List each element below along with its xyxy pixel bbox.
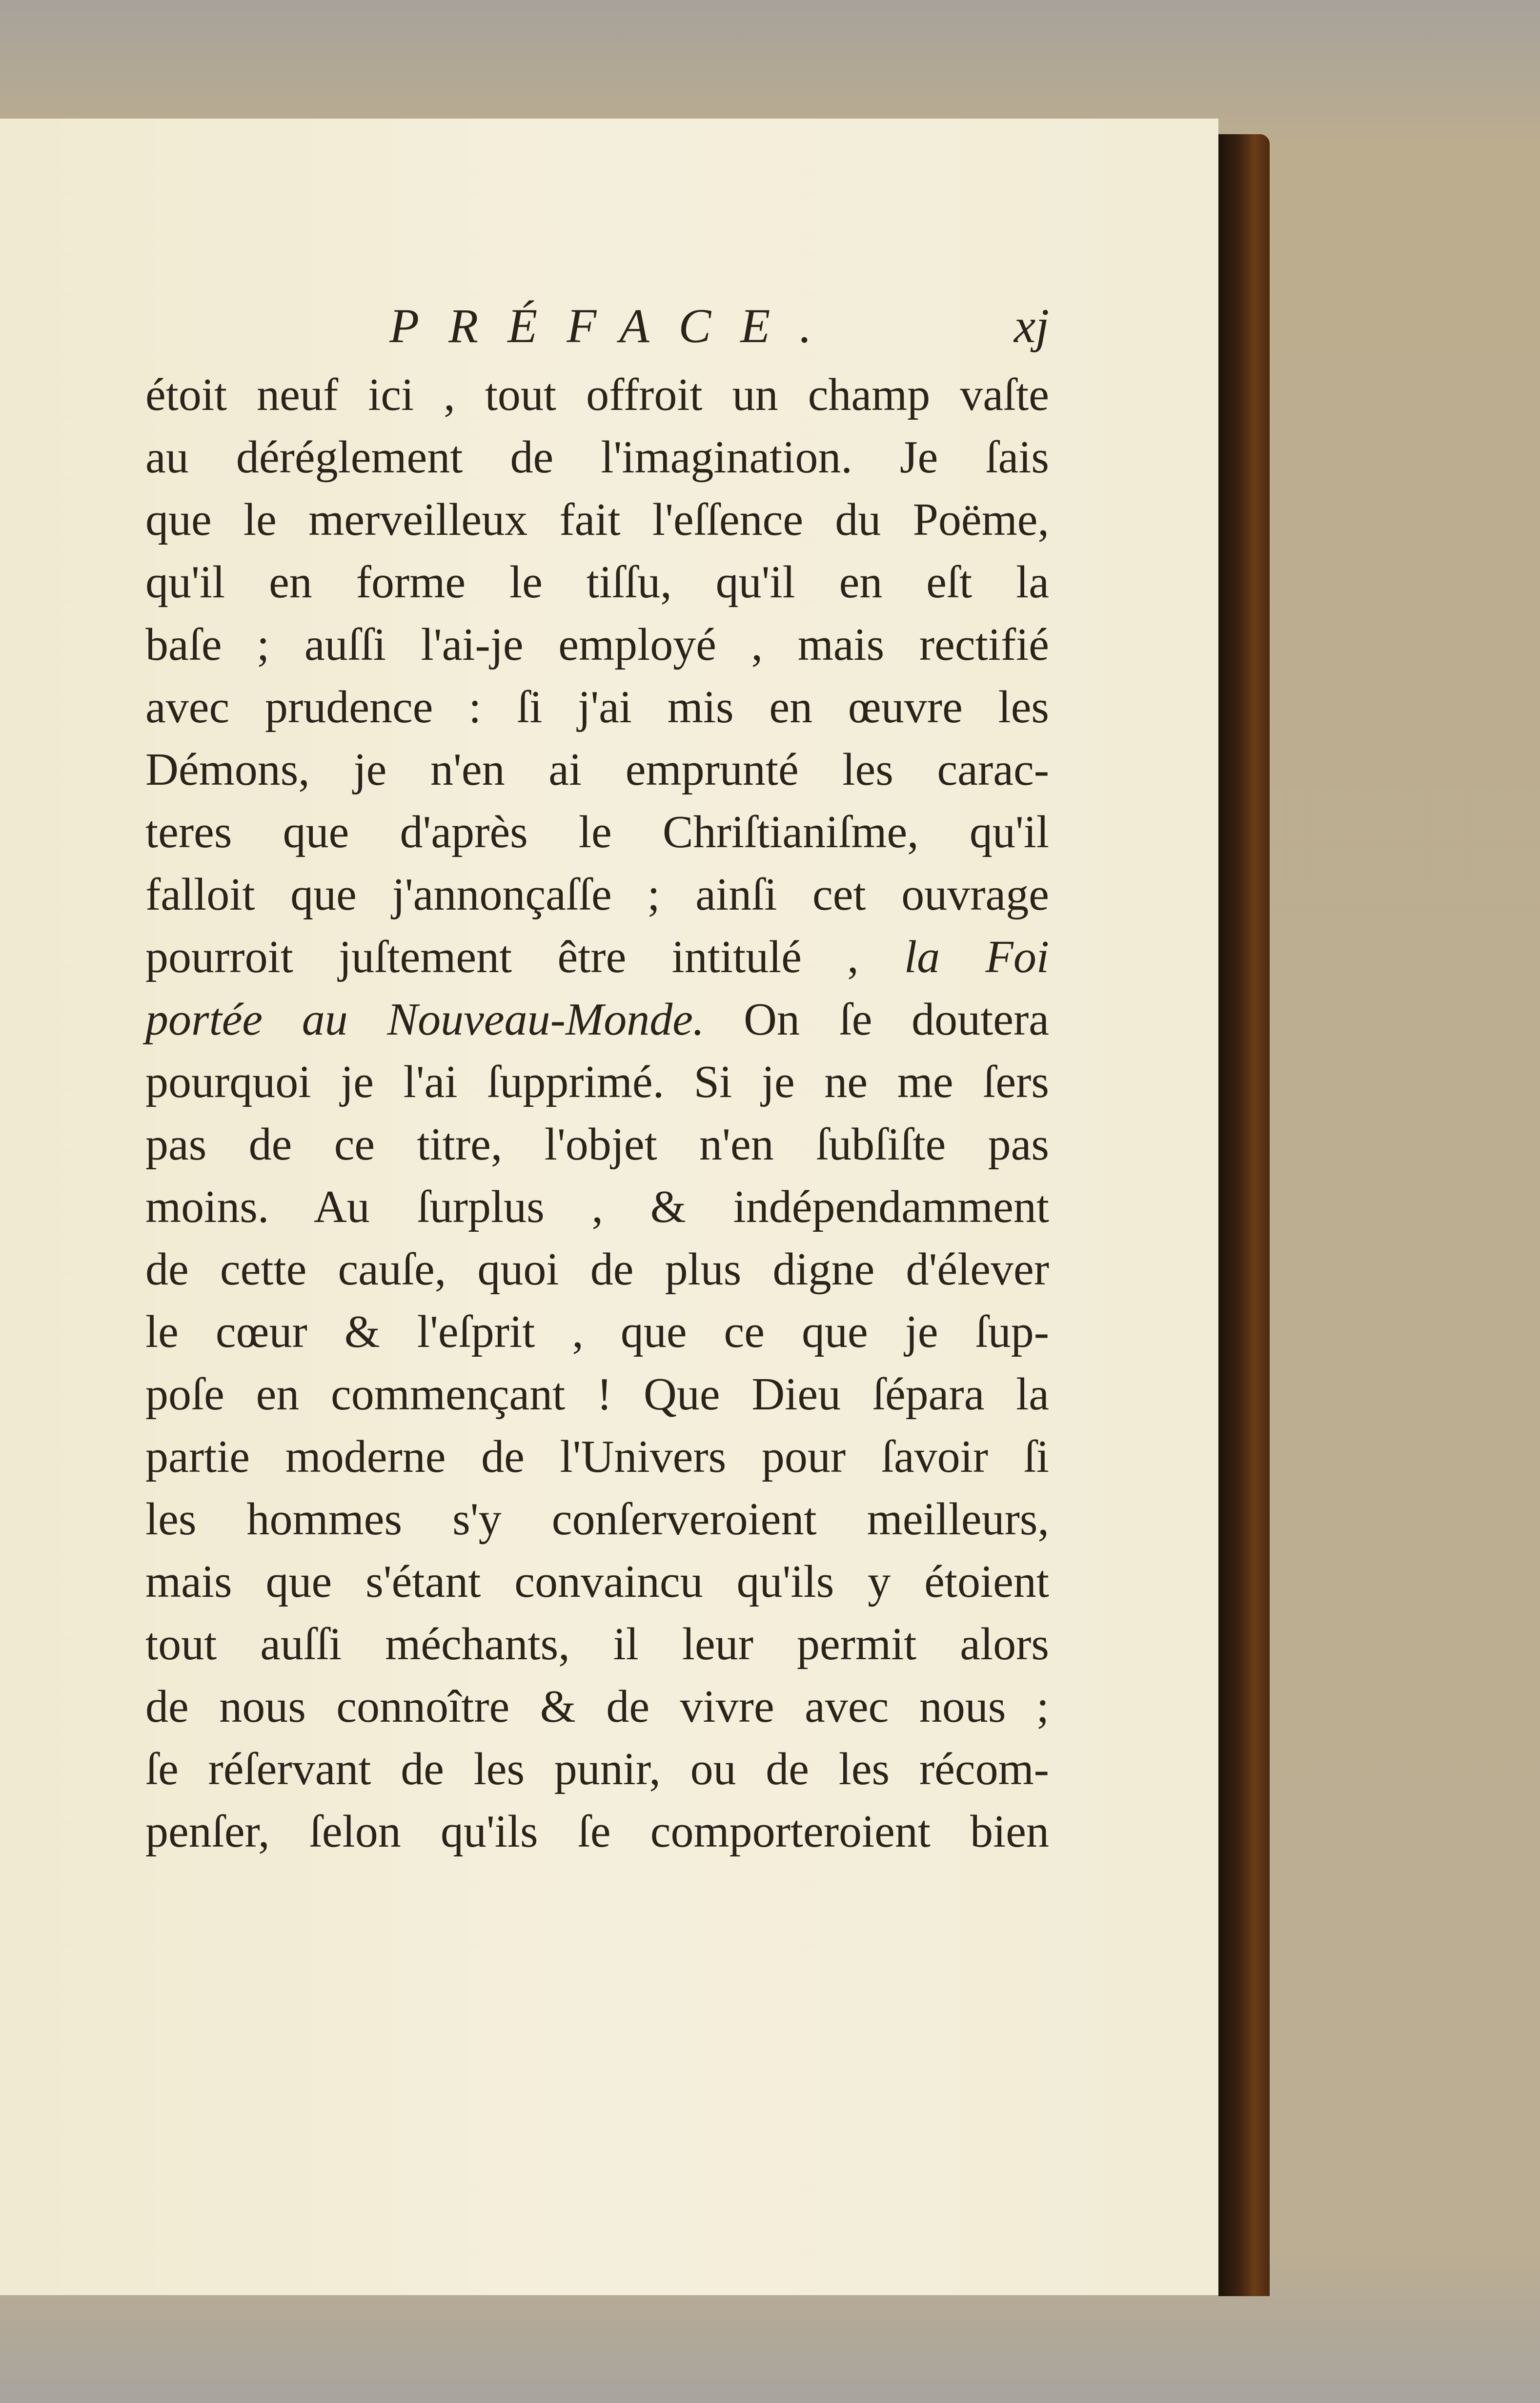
text-line	[145, 1113, 1049, 1176]
text-segment: pas de ce titre, l'objet n'en ſubſiſte pas	[145, 1119, 1049, 1170]
text-segment: On ſe doutera	[704, 994, 1049, 1045]
text-segment: baſe ; auſſi l'ai-je employé , mais rectifié	[145, 619, 1049, 670]
text-line	[145, 1301, 1049, 1363]
text-line	[145, 738, 1049, 801]
text-line	[145, 676, 1049, 738]
text-segment: moins. Au ſurplus , & indépendamment	[145, 1181, 1049, 1232]
text-segment: teres que d'après le Chriſtianiſme, qu'il	[145, 807, 1049, 857]
text-line	[145, 489, 1049, 551]
text-segment: de cette cauſe, quoi de plus digne d'élever	[145, 1244, 1049, 1295]
text-segment: étoit neuf ici , tout offroit un champ vaſte	[145, 369, 1049, 420]
text-segment: partie moderne de l'Univers pour ſavoir ſi	[145, 1431, 1049, 1482]
text-line	[145, 988, 1049, 1051]
text-segment: les hommes s'y conſerveroient meilleurs,	[145, 1494, 1049, 1545]
text-line	[145, 364, 1049, 426]
text-segment: Démons, je n'en ai emprunté les carac-	[145, 744, 1049, 795]
book-binding-edge	[1218, 134, 1270, 2296]
text-segment: falloit que j'annonçaſſe ; ainſi cet ouvrage	[145, 869, 1049, 920]
text-segment: le cœur & l'eſprit , que ce que je ſup-	[145, 1306, 1049, 1357]
text-segment: que le merveilleux fait l'eſſence du Poëme,	[145, 494, 1049, 545]
text-line	[145, 1488, 1049, 1550]
text-line	[145, 1051, 1049, 1113]
text-segment: tout auſſi méchants, il leur permit alors	[145, 1619, 1049, 1670]
text-line	[145, 1550, 1049, 1613]
text-line	[145, 426, 1049, 489]
text-segment: penſer, ſelon qu'ils ſe comporteroient bien	[145, 1806, 1049, 1857]
body-text	[145, 364, 1049, 1863]
text-line	[145, 1613, 1049, 1675]
text-line	[145, 551, 1049, 613]
text-segment: qu'il en forme le tiſſu, qu'il en eſt la	[145, 557, 1049, 608]
text-segment: ſe réſervant de les punir, ou de les récom-	[145, 1744, 1049, 1794]
text-line	[145, 1426, 1049, 1488]
text-segment: poſe en commençant ! Que Dieu ſépara la	[145, 1369, 1049, 1420]
text-segment: mais que s'étant convaincu qu'ils y étoient	[145, 1556, 1049, 1607]
text-segment: de nous connoître & de vivre avec nous ;	[145, 1681, 1049, 1732]
page-header	[145, 298, 1049, 356]
text-line	[145, 1675, 1049, 1738]
running-title: PRÉFACE.	[389, 299, 841, 353]
text-line	[145, 1238, 1049, 1301]
text-segment: pourquoi je l'ai ſupprimé. Si je ne me ſers	[145, 1057, 1049, 1107]
text-line	[145, 1363, 1049, 1426]
italic-text: portée au Nouveau-Monde.	[145, 994, 705, 1045]
text-line	[145, 1800, 1049, 1863]
text-line	[145, 613, 1049, 676]
page-number: xj	[1013, 299, 1049, 353]
text-line	[145, 1738, 1049, 1800]
text-line	[145, 926, 1049, 988]
text-line	[145, 863, 1049, 926]
text-segment: pourroit juſtement être intitulé ,	[145, 932, 905, 982]
italic-text: la Foi	[904, 932, 1050, 982]
text-line	[145, 801, 1049, 863]
text-line	[145, 1176, 1049, 1238]
text-segment: avec prudence : ſi j'ai mis en œuvre les	[145, 682, 1049, 733]
text-segment: au déréglement de l'imagination. Je ſais	[145, 432, 1049, 483]
